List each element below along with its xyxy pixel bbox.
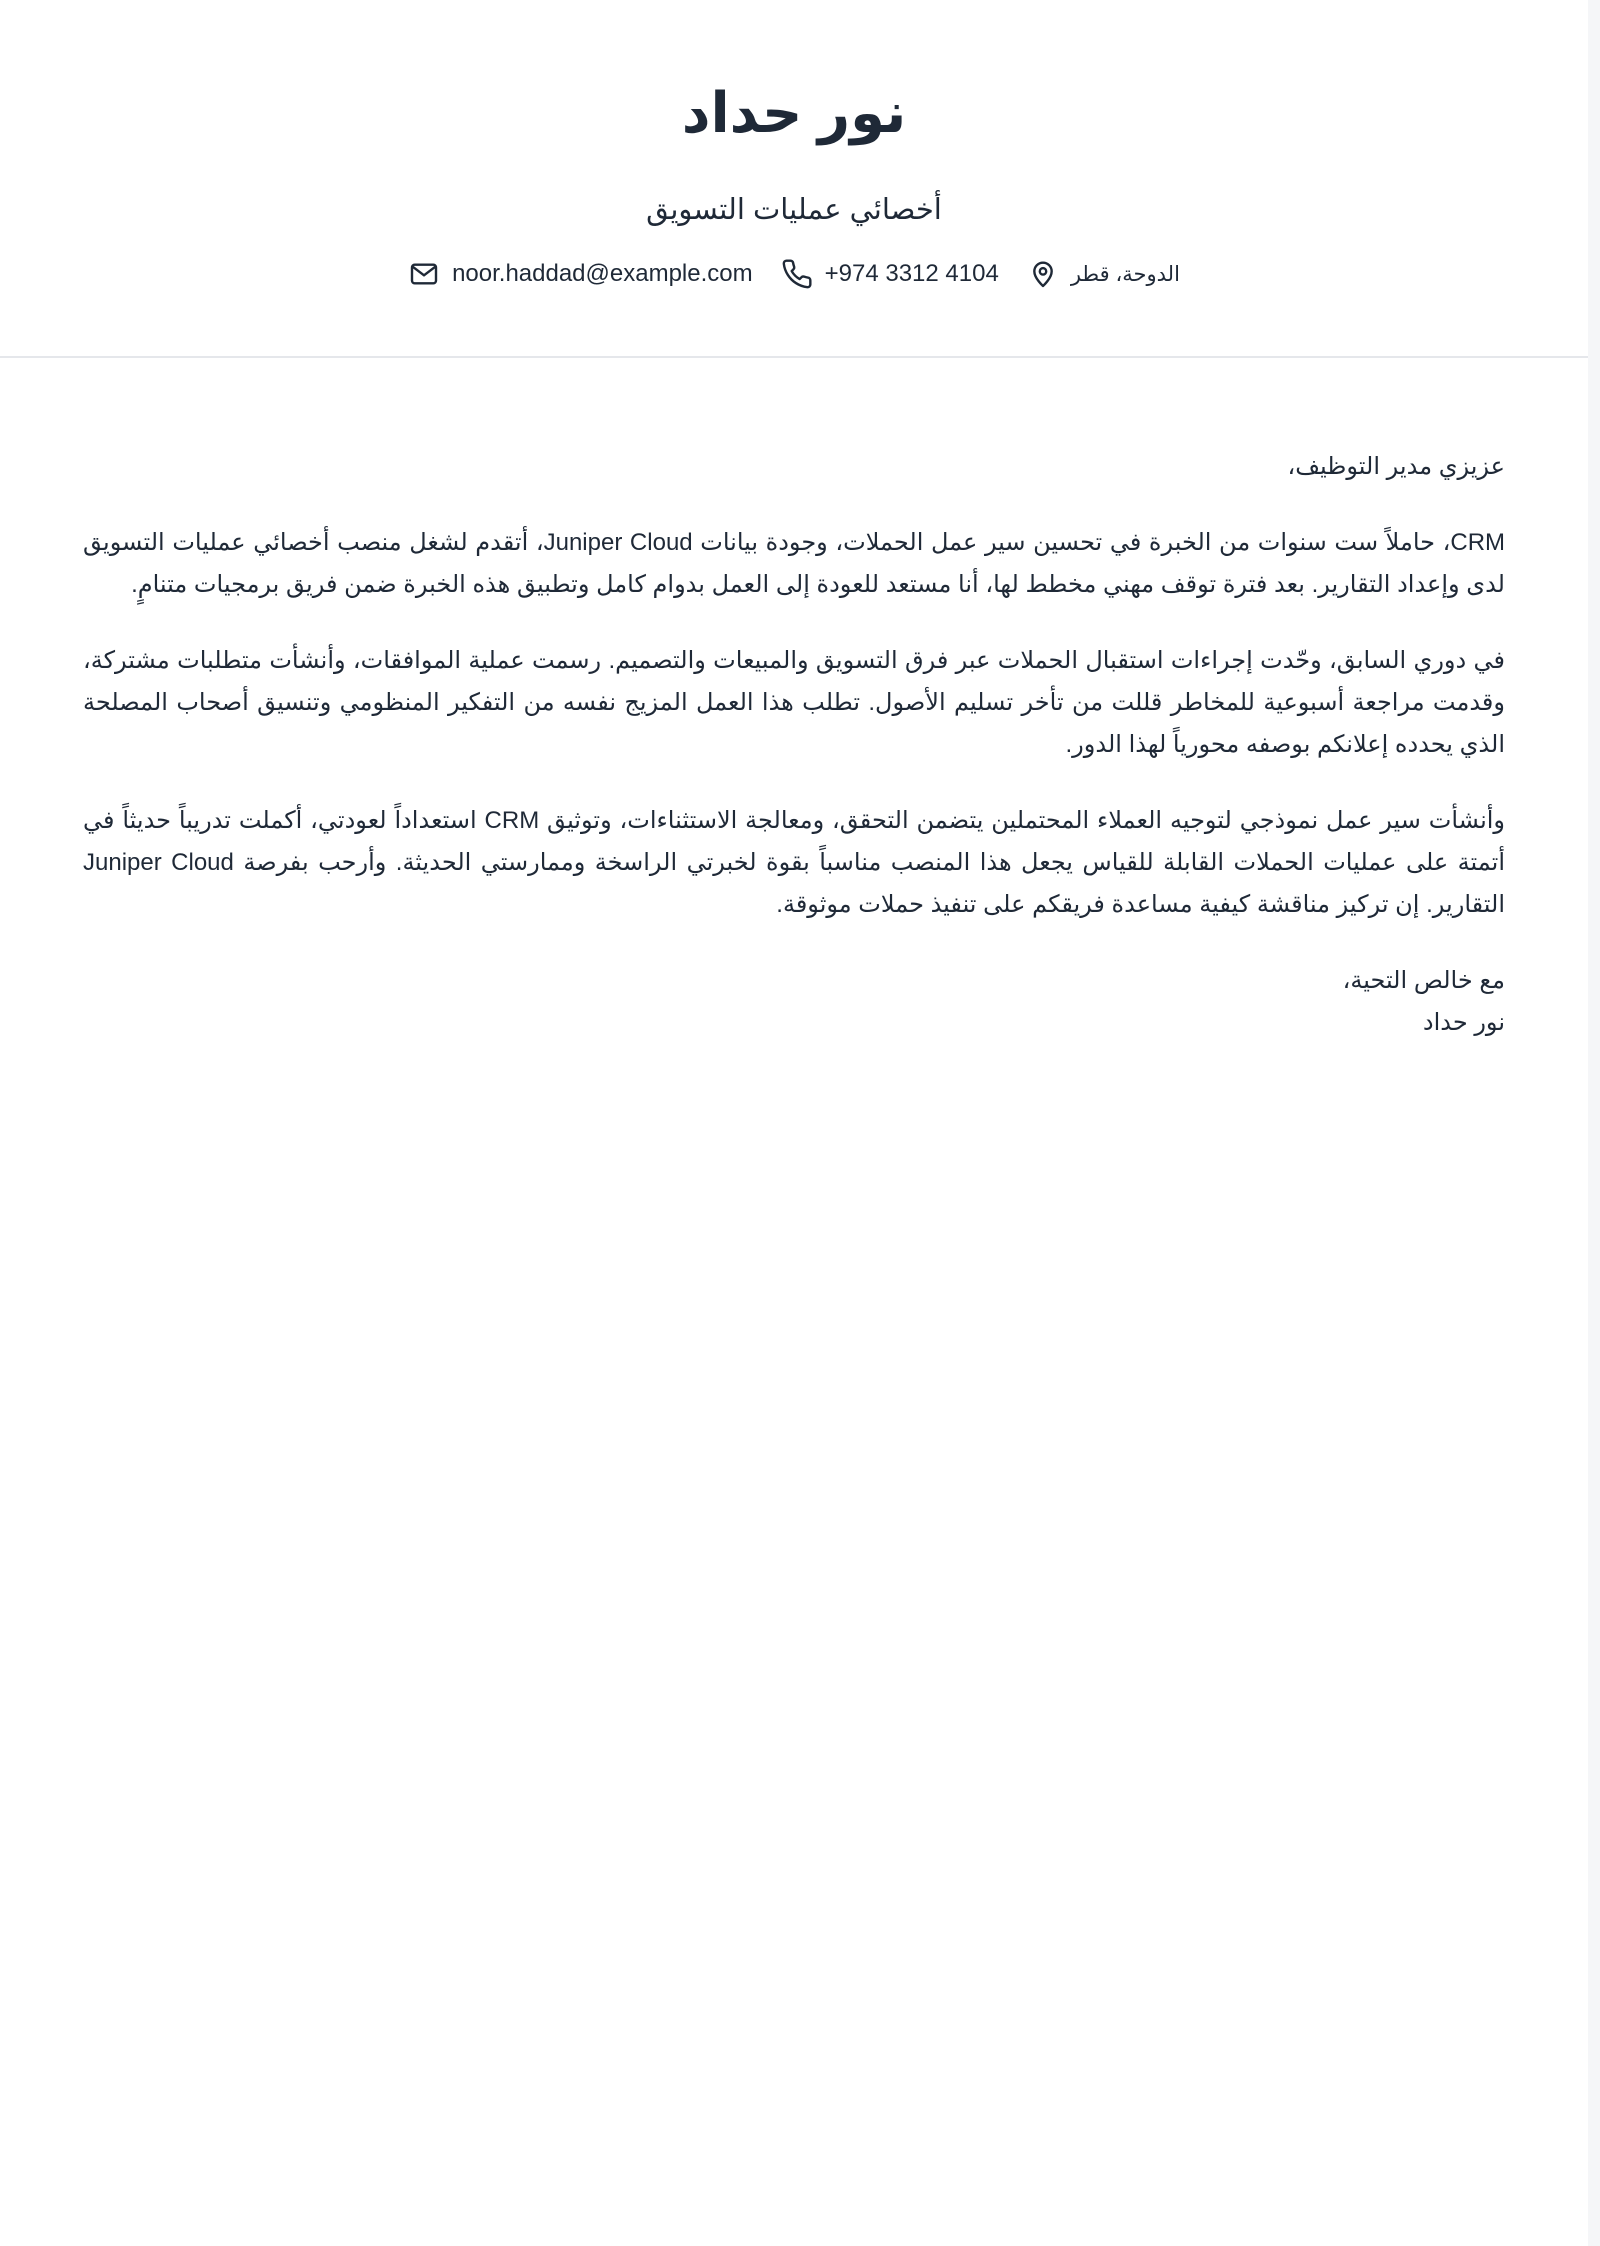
letter-body	[83, 446, 1505, 1044]
location-text: الدوحة، قطر	[1070, 262, 1180, 286]
paragraph-1: CRM، حاملاً ست سنوات من الخبرة في تحسين سير عمل الحملات، وجودة بيانات Juniper Cloud، أتقدم لشغل منصب أخصائي عمليات التسويق لدى وإعداد التقارير. بعد فترة توقف مهني مخطط لها، أنا مستعد للعودة إلى العمل بدوام كامل وتطبيق هذه الخبرة ضمن فريق برمجيات متنامٍ.	[83, 529, 1506, 598]
contact-location	[1027, 258, 1180, 290]
phone-text: +974 3312 4104	[824, 260, 999, 287]
signature: نور حداد	[1422, 1009, 1505, 1036]
page-edge	[1588, 0, 1600, 2246]
applicant-title: أخصائي عمليات التسويق	[646, 194, 942, 226]
letter-header	[0, 0, 1588, 358]
map-pin-icon	[1027, 258, 1059, 290]
email-text: noor.haddad@example.com	[452, 260, 753, 287]
phone-icon	[781, 258, 813, 290]
mail-icon	[408, 258, 440, 290]
paragraph-2: في دوري السابق، وحّدت إجراءات استقبال الحملات عبر فرق التسويق والمبيعات والتصميم. رسمت عملية الموافقات، وأنشأت متطلبات مشتركة، وقدمت مراجعة أسبوعية للمخاطر قللت من تأخر تسليم الأصول. تطلب هذا العمل المزيج نفسه من التفكير المنظومي وتنسيق أصحاب المصلحة الذي يحدده إعلانكم بوصفه محورياً لهذا الدور.	[83, 647, 1505, 758]
paragraph-3: وأنشأت سير عمل نموذجي لتوجيه العملاء المحتملين يتضمن التحقق، ومعالجة الاستثناءات، وتوثيق CRM استعداداً لعودتي، أكملت تدريباً حديثاً في أتمتة على عمليات الحملات القابلة للقياس يجعل هذا المنصب مناسباً بقوة لخبرتي الراسخة وممارستي الحديثة. وأرحب بفرصة Juniper Cloud التقارير. إن تركيز مناقشة كيفية مساعدة فريقكم على تنفيذ حملات موثوقة.	[83, 807, 1506, 918]
closing: مع خالص التحية،	[1342, 967, 1505, 994]
contact-phone	[781, 258, 999, 290]
contact-email	[408, 258, 753, 290]
contact-row	[0, 258, 1588, 290]
salutation: عزيزي مدير التوظيف،	[1287, 453, 1505, 480]
applicant-name: نور حداد	[681, 81, 907, 144]
